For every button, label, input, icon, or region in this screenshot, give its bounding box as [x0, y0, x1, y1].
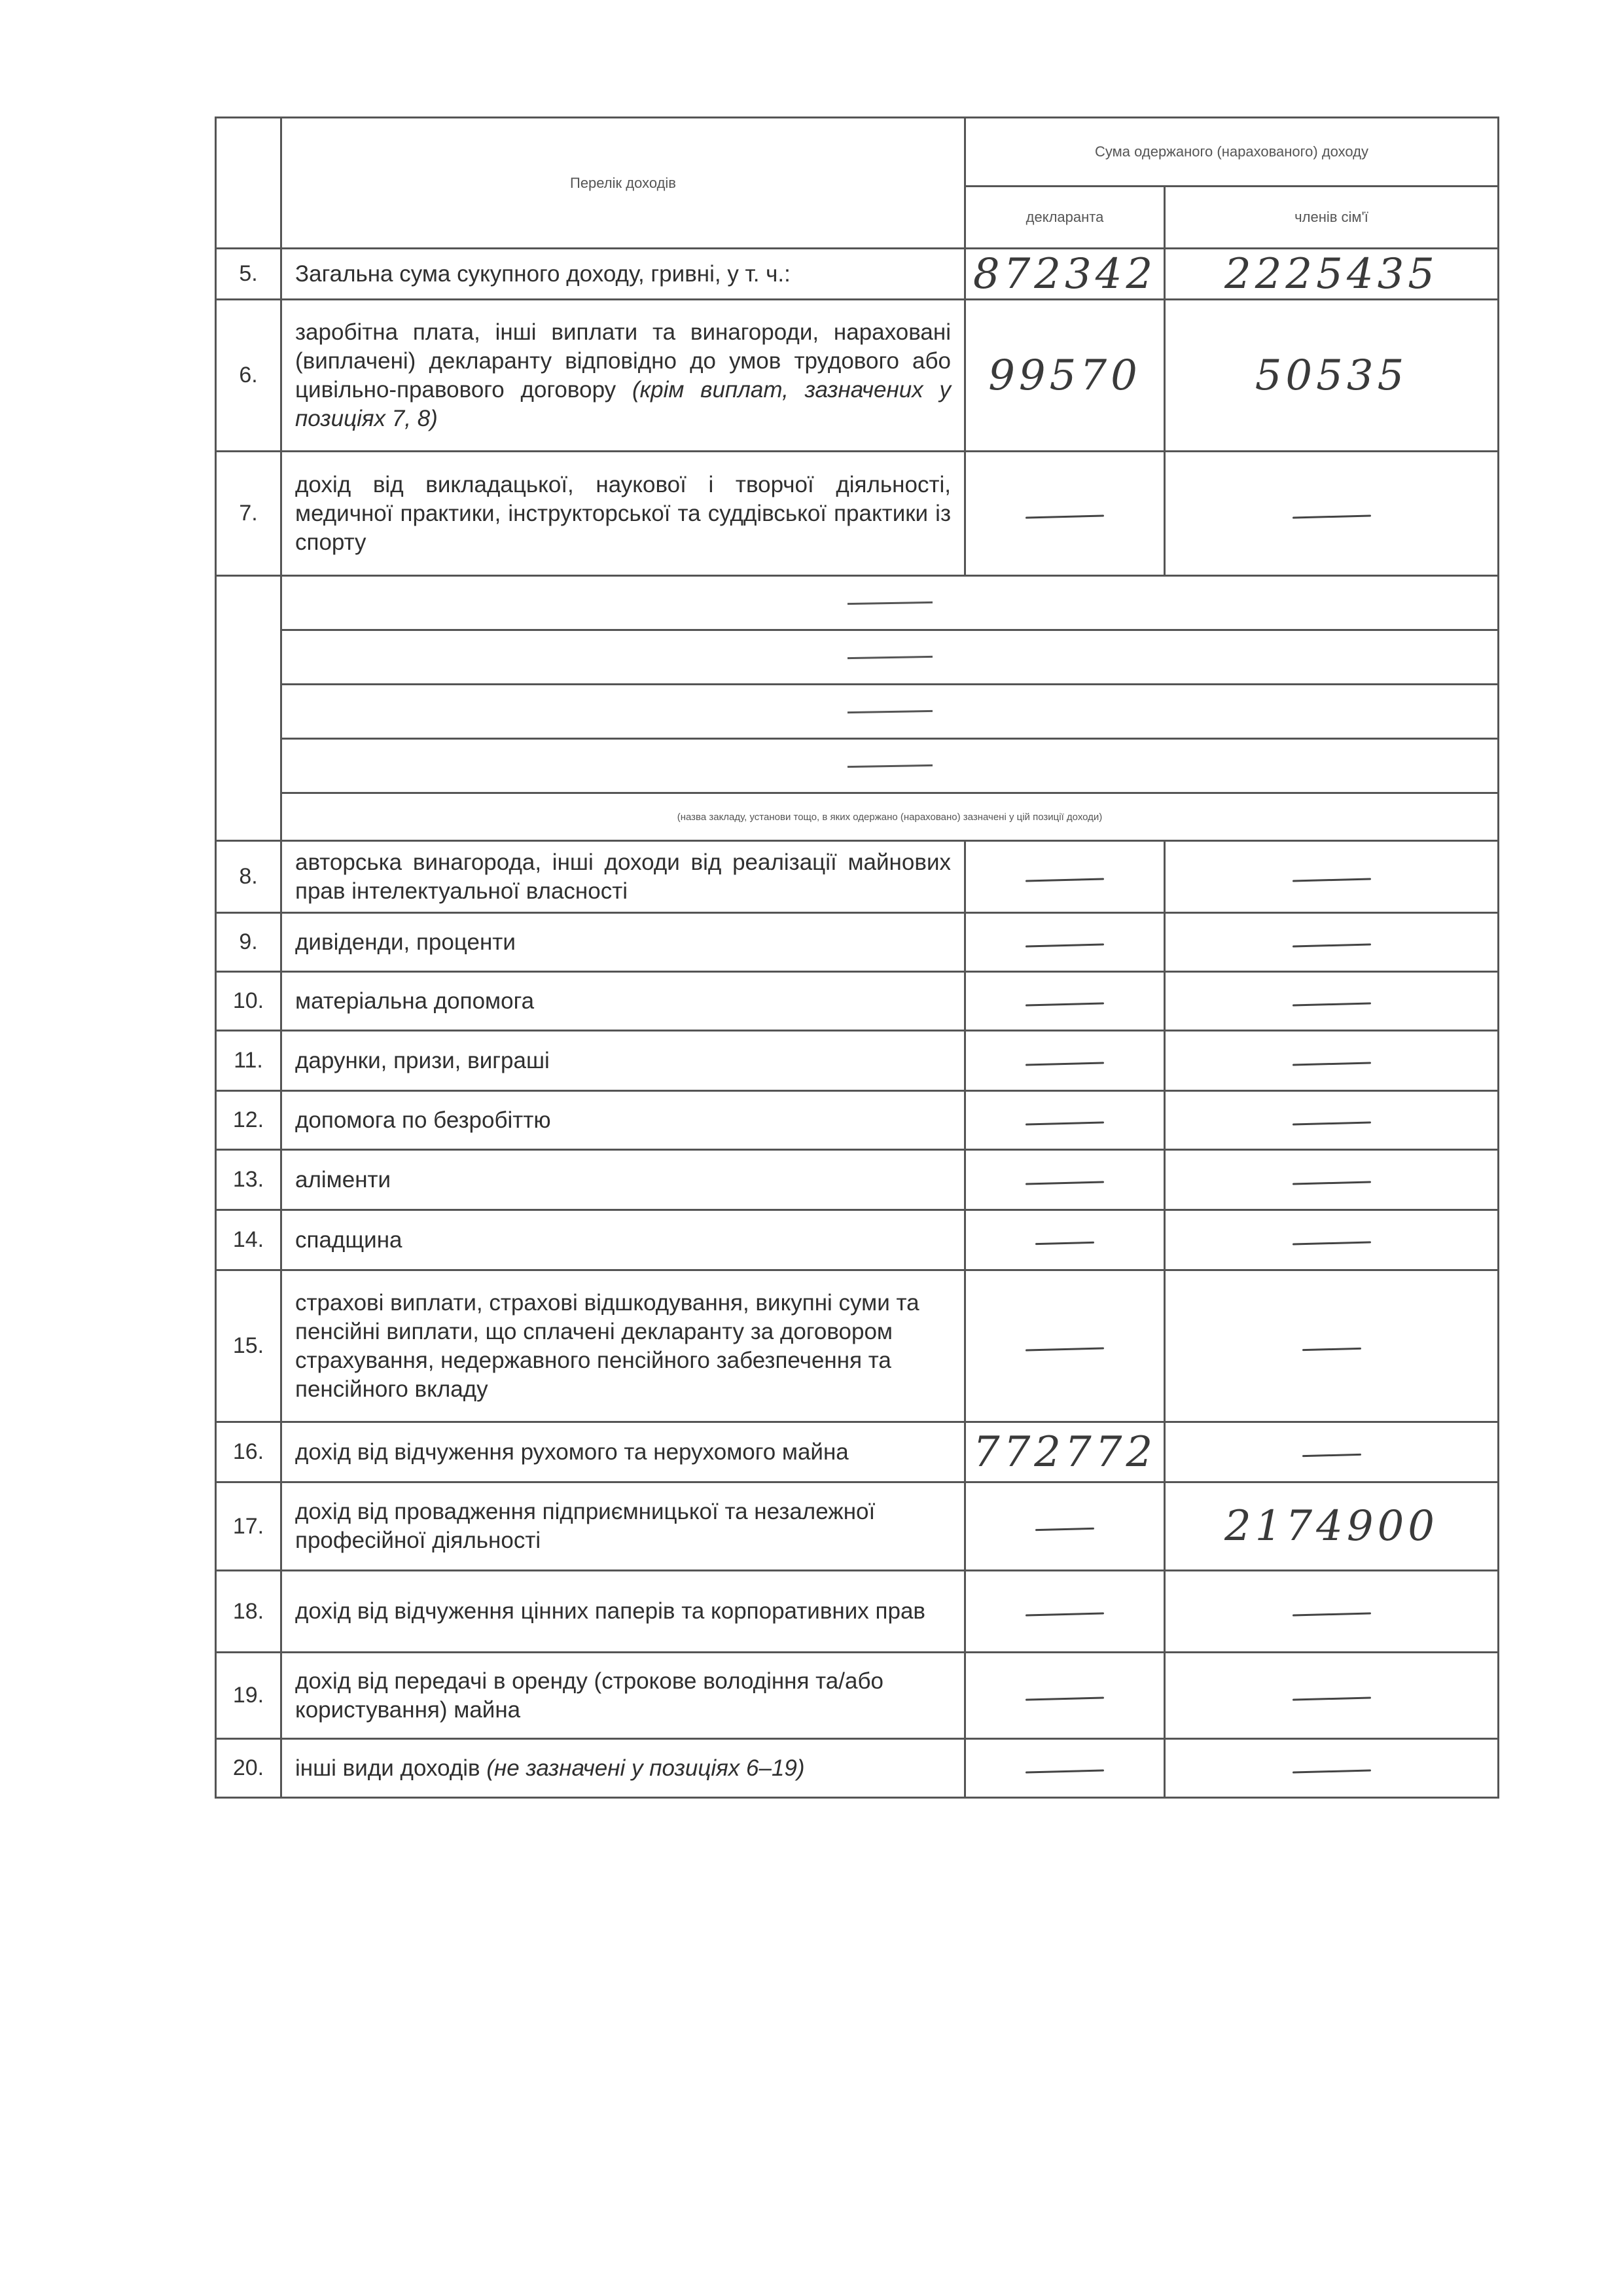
- family-amount: [1165, 1653, 1499, 1739]
- row-number: 12.: [216, 1091, 281, 1150]
- row-number: 9.: [216, 913, 281, 972]
- family-amount: 2225435: [1165, 249, 1499, 300]
- family-dash: [1292, 514, 1370, 518]
- family-amount: [1165, 452, 1499, 576]
- declarant-dash: [1026, 1121, 1104, 1125]
- income-declaration-table: [215, 117, 1499, 1799]
- family-amount: [1165, 1739, 1499, 1798]
- table-row: [216, 1653, 1499, 1739]
- subrow-spacer: [216, 685, 281, 739]
- family-dash: [1292, 1062, 1370, 1066]
- row-description: допомога по безробіттю: [281, 1091, 965, 1150]
- family-amount: 2174900: [1165, 1482, 1499, 1571]
- row-number: 5.: [216, 249, 281, 300]
- institution-dash: [847, 764, 932, 767]
- institution-line: [216, 685, 1499, 739]
- family-dash: [1292, 1612, 1370, 1616]
- family-dash: [1292, 1121, 1370, 1125]
- row-description: Загальна сума сукупного доходу, гривні, у т. ч.:: [281, 249, 965, 300]
- institution-line: [216, 630, 1499, 685]
- institution-dash: [847, 709, 932, 713]
- declarant-dash: [1026, 1181, 1104, 1185]
- family-amount: [1165, 1210, 1499, 1270]
- table-row: [216, 1091, 1499, 1150]
- family-dash: [1292, 1696, 1370, 1700]
- header-declarant: декларанта: [965, 187, 1165, 249]
- table-row: [216, 1571, 1499, 1653]
- institution-dash: [847, 601, 932, 604]
- row-description: дохід від викладацької, наукової і творчої діяльності, медичної практики, інструкторської та суддівської практики із спорту: [281, 452, 965, 576]
- family-amount: [1165, 1031, 1499, 1091]
- declarant-amount: [965, 1031, 1165, 1091]
- institution-dash: [847, 655, 932, 658]
- table-row: [216, 1482, 1499, 1571]
- table-row: [216, 1422, 1499, 1482]
- row-number: 16.: [216, 1422, 281, 1482]
- row-number: 20.: [216, 1739, 281, 1798]
- row-description: спадщина: [281, 1210, 965, 1270]
- table-row: [216, 913, 1499, 972]
- family-amount: 50535: [1165, 300, 1499, 452]
- row-description: дохід від провадження підприємницької та незалежної професійної діяльності: [281, 1482, 965, 1571]
- row-number: 15.: [216, 1270, 281, 1422]
- table-row: [216, 841, 1499, 913]
- family-amount: [1165, 1091, 1499, 1150]
- table-row: [216, 452, 1499, 576]
- row-description: матеріальна допомога: [281, 972, 965, 1031]
- row-description: авторська винагорода, інші доходи від реалізації майнових прав інтелектуальної власності: [281, 841, 965, 913]
- declarant-amount: [965, 1150, 1165, 1210]
- row-description-note: (крім виплат, зазначених у позиціях 7, 8): [295, 376, 951, 431]
- row-description-text: заробітна плата, інші виплати та винагороди, нараховані (виплачені) декларанту відповідно до умов трудового або цивільно-правового договору: [295, 319, 951, 403]
- family-amount: [1165, 841, 1499, 913]
- institution-line: [216, 739, 1499, 793]
- row-description: дохід від передачі в оренду (строкове володіння та/або користування) майна: [281, 1653, 965, 1739]
- family-amount: [1165, 1270, 1499, 1422]
- family-dash: [1292, 1769, 1370, 1773]
- declarant-dash: [1035, 1528, 1094, 1531]
- table-row: [216, 1031, 1499, 1091]
- declarant-amount: [965, 1482, 1165, 1571]
- row-number: 19.: [216, 1653, 281, 1739]
- row-description: дохід від відчуження цінних паперів та корпоративних прав: [281, 1571, 965, 1653]
- declarant-dash: [1026, 1002, 1104, 1006]
- row-description: дарунки, призи, виграші: [281, 1031, 965, 1091]
- declarant-amount: 872342: [965, 249, 1165, 300]
- row-number: 13.: [216, 1150, 281, 1210]
- table-row: [216, 1210, 1499, 1270]
- subrow-spacer: [216, 630, 281, 685]
- declarant-dash: [1026, 1612, 1104, 1616]
- declarant-amount: [965, 1270, 1165, 1422]
- row-description: дивіденди, проценти: [281, 913, 965, 972]
- declarant-amount: [965, 452, 1165, 576]
- institution-line: [216, 576, 1499, 630]
- family-dash: [1292, 1241, 1370, 1245]
- declarant-amount: [965, 1091, 1165, 1150]
- declarant-dash: [1026, 514, 1104, 518]
- declarant-amount: [965, 1210, 1165, 1270]
- row-number: 17.: [216, 1482, 281, 1571]
- header-num-cell: [216, 118, 281, 249]
- table-row: [216, 1150, 1499, 1210]
- family-dash: [1292, 1002, 1370, 1006]
- table-row: [216, 300, 1499, 452]
- declarant-dash: [1026, 878, 1104, 882]
- row-description-note: (не зазначені у позиціях 6–19): [486, 1755, 805, 1781]
- row-description: дохід від відчуження рухомого та нерухомого майна: [281, 1422, 965, 1482]
- declarant-amount: [965, 1571, 1165, 1653]
- family-dash: [1292, 1181, 1370, 1185]
- declarant-dash: [1026, 1347, 1104, 1351]
- family-amount: [1165, 1150, 1499, 1210]
- row-number: 11.: [216, 1031, 281, 1091]
- header-sum: Сума одержаного (нарахованого) доходу: [965, 118, 1499, 187]
- row-description: страхові виплати, страхові відшкодування, викупні суми та пенсійні виплати, що сплачені декларанту за договором страхування, недержавного пенсійного забезпечення та пенсійного вкладу: [281, 1270, 965, 1422]
- declarant-dash: [1026, 1769, 1104, 1773]
- table-row: [216, 972, 1499, 1031]
- declarant-dash: [1026, 1696, 1104, 1700]
- family-dash: [1302, 1453, 1361, 1456]
- family-dash: [1302, 1347, 1361, 1350]
- table-row: [216, 249, 1499, 300]
- family-amount: [1165, 1422, 1499, 1482]
- row-number: 6.: [216, 300, 281, 452]
- subrow-spacer: [216, 793, 281, 841]
- row-number: 14.: [216, 1210, 281, 1270]
- institution-note: (назва закладу, установи тощо, в яких одержано (нараховано) зазначені у цій позиції доходи): [281, 793, 1499, 841]
- family-dash: [1292, 943, 1370, 947]
- row-description: [281, 1739, 965, 1798]
- row-number: 8.: [216, 841, 281, 913]
- declarant-dash: [1026, 1062, 1104, 1066]
- row-number: 10.: [216, 972, 281, 1031]
- subrow-spacer: [216, 739, 281, 793]
- declarant-amount: [965, 913, 1165, 972]
- declarant-amount: 772772: [965, 1422, 1165, 1482]
- declarant-amount: [965, 1739, 1165, 1798]
- declarant-amount: [965, 972, 1165, 1031]
- family-amount: [1165, 913, 1499, 972]
- declarant-amount: 99570: [965, 300, 1165, 452]
- row-description-text: інші види доходів: [295, 1755, 480, 1781]
- declarant-dash: [1026, 943, 1104, 947]
- declarant-amount: [965, 1653, 1165, 1739]
- institution-field: [281, 739, 1499, 793]
- institution-note-row: [216, 793, 1499, 841]
- row-number: 7.: [216, 452, 281, 576]
- declarant-dash: [1035, 1241, 1094, 1244]
- family-dash: [1292, 878, 1370, 882]
- header-family: членів сім'ї: [1165, 187, 1499, 249]
- institution-field: [281, 576, 1499, 630]
- row-description: аліменти: [281, 1150, 965, 1210]
- table-row: [216, 1739, 1499, 1798]
- header-income-list: Перелік доходів: [281, 118, 965, 249]
- declarant-amount: [965, 841, 1165, 913]
- institution-field: [281, 630, 1499, 685]
- institution-field: [281, 685, 1499, 739]
- row-description: [281, 300, 965, 452]
- family-amount: [1165, 1571, 1499, 1653]
- family-amount: [1165, 972, 1499, 1031]
- table-row: [216, 1270, 1499, 1422]
- subrow-spacer: [216, 576, 281, 630]
- row-number: 18.: [216, 1571, 281, 1653]
